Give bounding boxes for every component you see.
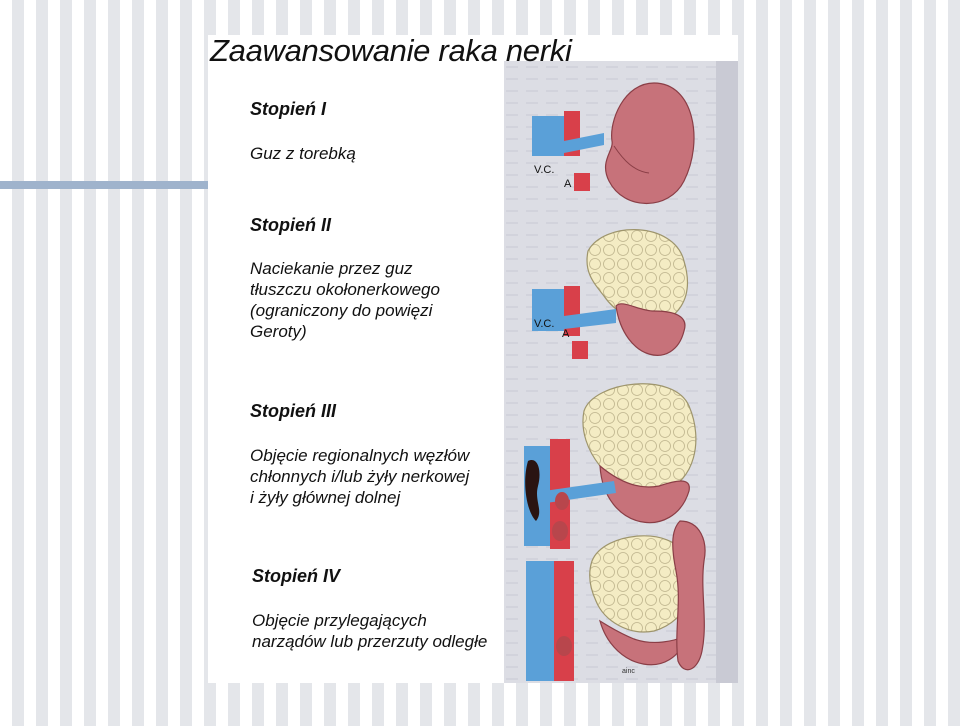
stage-3-line: Objęcie regionalnych węzłów — [250, 446, 470, 465]
a-label-1: A — [564, 178, 572, 190]
stage-3-line: i żyły głównej dolnej — [250, 488, 401, 507]
stage-2-description — [250, 258, 440, 342]
stage-3-heading: Stopień III — [250, 401, 337, 421]
stage-2-line: Geroty) — [250, 322, 307, 341]
stage-4-line: Objęcie przylegających — [252, 611, 427, 630]
kidney-staging-illustration — [504, 61, 738, 683]
stage-1-line: Guz z torebką — [250, 144, 356, 163]
stage-1-description — [250, 143, 356, 164]
stage-2-line: (ograniczony do powięzi — [250, 301, 433, 320]
accent-bar — [0, 181, 208, 189]
stage-4-description — [252, 610, 487, 652]
a-label-2: A — [562, 328, 570, 340]
stage-2-heading: Stopień II — [250, 215, 331, 235]
stage-4-heading: Stopień IV — [252, 566, 341, 586]
stage-3-line: chłonnych i/lub żyły nerkowej — [250, 467, 470, 486]
stage-2-line: tłuszczu okołonerkowego — [250, 280, 440, 299]
vc-label-1: V.C. — [534, 164, 555, 176]
stage-2-line: Naciekanie przez guz — [250, 259, 413, 278]
stage-3-description — [250, 445, 469, 508]
stage-4-line: narządów lub przerzuty odległe — [252, 632, 488, 651]
artist-signature: ainc — [622, 668, 635, 675]
stage-1-heading: Stopień I — [250, 99, 326, 119]
vc-label-2: V.C. — [534, 318, 555, 330]
page-title: Zaawansowanie raka nerki — [210, 35, 572, 68]
slide — [208, 35, 738, 683]
